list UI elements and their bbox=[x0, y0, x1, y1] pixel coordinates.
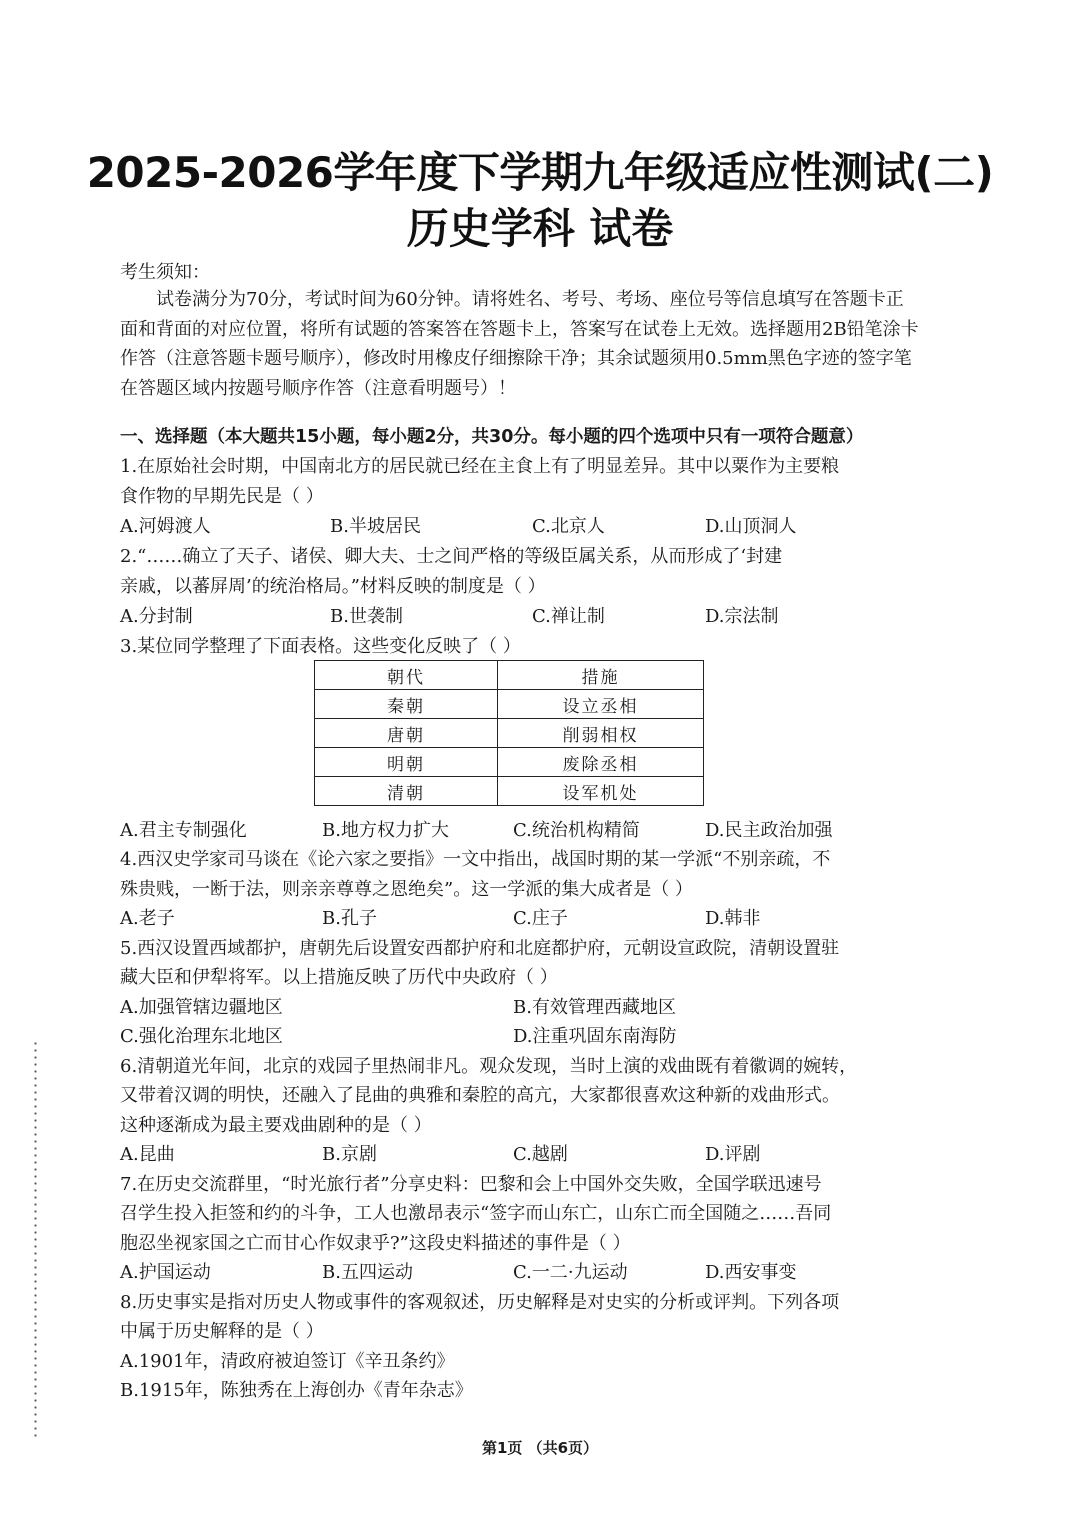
table-cell: 削弱相权 bbox=[498, 719, 704, 748]
q8-option-b: B.1915年，陈独秀在上海创办《青年杂志》 bbox=[120, 1380, 473, 1401]
question-1-line2: 食作物的早期先民是（ ） bbox=[120, 486, 324, 507]
question-4-line1: 4.西汉史学家司马谈在《论六家之要指》一文中指出，战国时期的某一学派“不别亲疏，不 bbox=[120, 849, 831, 870]
question-6-line2: 又带着汉调的明快，还融入了昆曲的典雅和秦腔的高亢，大家都很喜欢这种新的戏曲形式。 bbox=[120, 1085, 840, 1106]
q1-option-a: A.河姆渡人 bbox=[120, 516, 211, 537]
question-8-line1: 8.历史事实是指对历史人物或事件的客观叙述，历史解释是对史实的分析或评判。下列各项 bbox=[120, 1292, 840, 1313]
table-cell: 废除丞相 bbox=[498, 748, 704, 777]
question-2-line1: 2.“……确立了天子、诸侯、卿大夫、士之间严格的等级臣属关系，从而形成了‘封建 bbox=[120, 546, 783, 567]
table-cell: 设军机处 bbox=[498, 777, 704, 806]
dynasty-measure-table bbox=[314, 660, 704, 806]
question-3-line1: 3.某位同学整理了下面表格。这些变化反映了（ ） bbox=[120, 636, 521, 657]
q4-option-d: D.韩非 bbox=[705, 908, 761, 929]
q3-option-a: A.君主专制强化 bbox=[120, 820, 247, 841]
table-cell: 清朝 bbox=[315, 777, 498, 806]
table-header-row bbox=[315, 661, 704, 690]
q4-option-c: C.庄子 bbox=[513, 908, 568, 929]
q6-option-a: A.昆曲 bbox=[120, 1144, 175, 1165]
q6-option-c: C.越剧 bbox=[513, 1144, 568, 1165]
q1-option-c: C.北京人 bbox=[532, 516, 605, 537]
q2-option-a: A.分封制 bbox=[120, 606, 193, 627]
question-7-line3: 胞忍坐视家国之亡而甘心作奴隶乎?”这段史料描述的事件是（ ） bbox=[120, 1233, 631, 1254]
table-row bbox=[315, 690, 704, 719]
table-row bbox=[315, 719, 704, 748]
q4-option-b: B.孔子 bbox=[322, 908, 377, 929]
table-header: 措施 bbox=[498, 661, 704, 690]
q4-option-a: A.老子 bbox=[120, 908, 175, 929]
question-6-line3: 这种逐渐成为最主要戏曲剧种的是（ ） bbox=[120, 1115, 432, 1136]
subject-title: 历史学科 试卷 bbox=[406, 204, 674, 253]
q2-option-d: D.宗法制 bbox=[705, 606, 779, 627]
q7-option-d: D.西安事变 bbox=[705, 1262, 797, 1283]
question-7-line2: 召学生投入拒签和约的斗争，工人也激昂表示“签字而山东亡，山东亡而全国随之……吾同 bbox=[120, 1203, 832, 1224]
q7-option-c: C.一二·九运动 bbox=[513, 1262, 628, 1283]
table-cell: 秦朝 bbox=[315, 690, 498, 719]
binding-dotted-line bbox=[34, 1040, 37, 1440]
q5-option-a: A.加强管辖边疆地区 bbox=[120, 997, 283, 1018]
question-2-line2: 亲戚，以蕃屏周’的统治格局。”材料反映的制度是（ ） bbox=[120, 576, 546, 597]
question-6-line1: 6.清朝道光年间，北京的戏园子里热闹非凡。观众发现，当时上演的戏曲既有着徽调的婉转， bbox=[120, 1056, 858, 1077]
q5-option-c: C.强化治理东北地区 bbox=[120, 1026, 283, 1047]
exam-title: 2025-2026学年度下学期九年级适应性测试(二) bbox=[86, 148, 994, 197]
question-1-line1: 1.在原始社会时期，中国南北方的居民就已经在主食上有了明显差异。其中以粟作为主要粮 bbox=[120, 456, 840, 477]
notice-text: 试卷满分为70分，考试时间为60分钟。请将姓名、考号、考场、座位号等信息填写在答题卡正面和背面的对应位置，将所有试题的答案答在答题卡上，答案写在试卷上无效。选择题用2B铅笔涂卡作答（注意答题卡题号顺序），修改时用橡皮仔细擦除干净；其余试题须用0.5mm黑色字迹的签字笔在答题区域内按题号顺序作答（注意看明题号）！ bbox=[120, 289, 919, 399]
table-cell: 明朝 bbox=[315, 748, 498, 777]
question-7-line1: 7.在历史交流群里，“时光旅行者”分享史料：巴黎和会上中国外交失败，全国学联迅速号 bbox=[120, 1174, 822, 1195]
q3-option-b: B.地方权力扩大 bbox=[322, 820, 449, 841]
q2-option-b: B.世袭制 bbox=[330, 606, 403, 627]
table-header: 朝代 bbox=[315, 661, 498, 690]
section-heading: 一、选择题（本大题共15小题，每小题2分，共30分。每小题的四个选项中只有一项符合题意） bbox=[120, 427, 864, 447]
question-4-line2: 殊贵贱，一断于法，则亲亲尊尊之恩绝矣”。这一学派的集大成者是（ ） bbox=[120, 879, 693, 900]
q6-option-b: B.京剧 bbox=[322, 1144, 377, 1165]
q1-option-d: D.山顶洞人 bbox=[705, 516, 797, 537]
q5-option-d: D.注重巩固东南海防 bbox=[513, 1026, 677, 1047]
table-cell: 设立丞相 bbox=[498, 690, 704, 719]
q7-option-b: B.五四运动 bbox=[322, 1262, 413, 1283]
table-cell: 唐朝 bbox=[315, 719, 498, 748]
question-5-line1: 5.西汉设置西域都护，唐朝先后设置安西都护府和北庭都护府，元朝设宣政院，清朝设置驻 bbox=[120, 938, 840, 959]
page-number: 第1页 （共6页） bbox=[481, 1439, 599, 1457]
q7-option-a: A.护国运动 bbox=[120, 1262, 211, 1283]
q3-option-c: C.统治机构精简 bbox=[513, 820, 640, 841]
notice-label: 考生须知： bbox=[120, 262, 210, 283]
question-8-line2: 中属于历史解释的是（ ） bbox=[120, 1321, 324, 1342]
table-row bbox=[315, 748, 704, 777]
table-row bbox=[315, 777, 704, 806]
question-5-line2: 藏大臣和伊犁将军。以上措施反映了历代中央政府（ ） bbox=[120, 967, 558, 988]
q3-option-d: D.民主政治加强 bbox=[705, 820, 833, 841]
q2-option-c: C.禅让制 bbox=[532, 606, 605, 627]
q6-option-d: D.评剧 bbox=[705, 1144, 761, 1165]
q1-option-b: B.半坡居民 bbox=[330, 516, 421, 537]
q8-option-a: A.1901年，清政府被迫签订《辛丑条约》 bbox=[120, 1351, 455, 1372]
q5-option-b: B.有效管理西藏地区 bbox=[513, 997, 676, 1018]
